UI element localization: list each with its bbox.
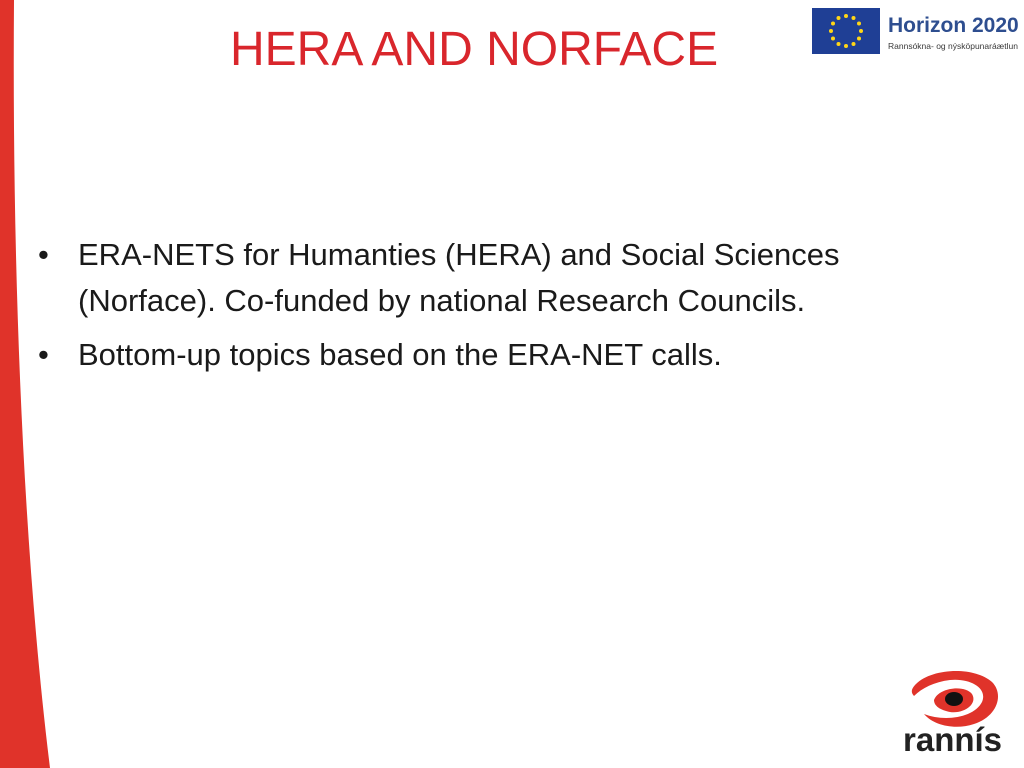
horizon-2020-logo [812, 8, 1017, 58]
bullet-marker: • [38, 337, 49, 372]
bullet-item [38, 332, 938, 378]
bullet-text: Bottom-up topics based on the ERA-NET calls. [78, 337, 722, 372]
bullet-text: ERA-NETS for Humanties (HERA) and Social Sciences (Norface). Co-funded by national Research Councils. [78, 237, 840, 318]
rannis-swirl-dot [945, 692, 963, 706]
eu-flag-icon [812, 8, 880, 54]
bullet-marker: • [38, 237, 49, 272]
horizon-2020-name: Horizon 2020 [888, 14, 1019, 37]
horizon-2020-subtitle: Rannsókna- og nýsköpunaráætlun [888, 41, 1018, 51]
rannis-wordmark: rannís [903, 721, 1003, 758]
slide-title: HERA AND NORFACE [230, 23, 719, 76]
rannis-logo [900, 664, 1010, 764]
bullet-item [38, 232, 938, 324]
bullet-list [38, 232, 938, 386]
